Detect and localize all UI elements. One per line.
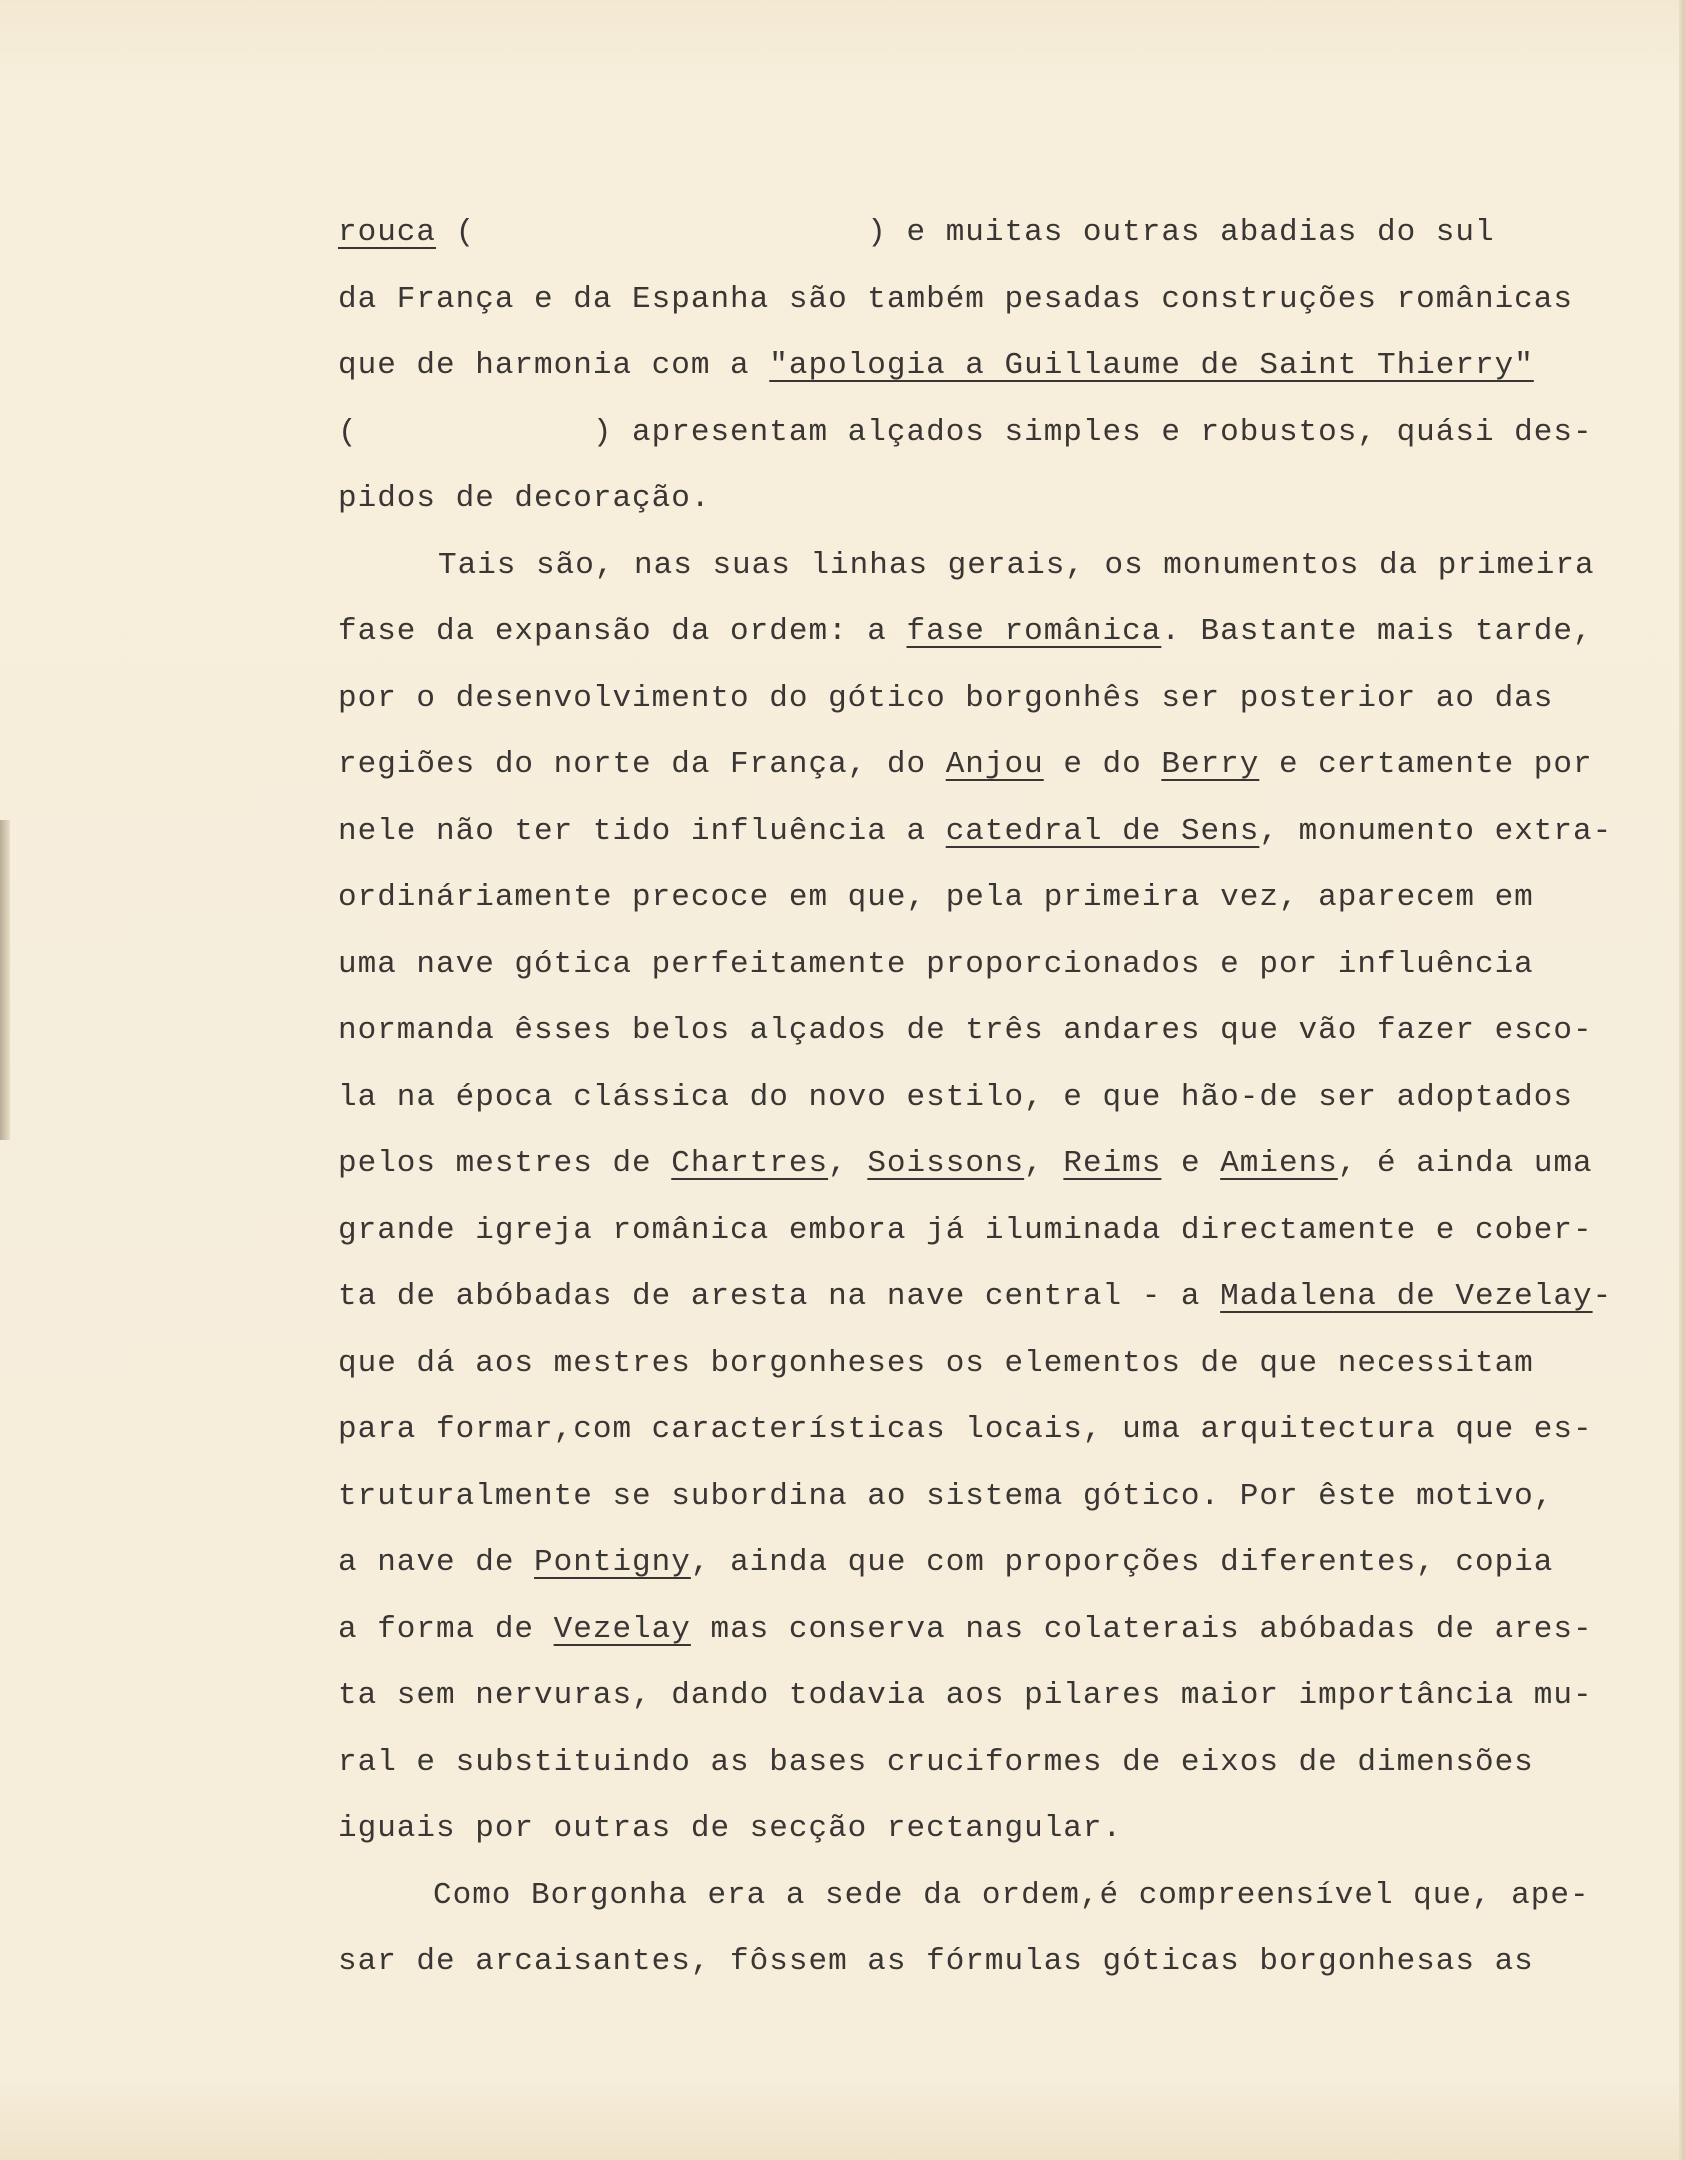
page-edge-shadow: [0, 820, 10, 1140]
text-line: ta de abóbadas de aresta na nave central - a Madalena de Vezelay-: [338, 1279, 1613, 1314]
underlined-place: Amiens: [1220, 1146, 1338, 1181]
text-line: iguais por outras de secção rectangular.: [338, 1811, 1123, 1846]
underlined-place: Madalena de Vezelay: [1220, 1279, 1593, 1314]
text-line: ordináriamente precoce em que, pela primeira vez, aparecem em: [338, 880, 1534, 915]
text-line: a nave de Pontigny, ainda que com proporções diferentes, copia: [338, 1545, 1554, 1580]
paragraph-start-line: Como Borgonha era a sede da ordem,é compreensível que, ape-: [433, 1877, 1590, 1913]
text-line: que de harmonia com a "apologia a Guillaume de Saint Thierry": [338, 348, 1534, 383]
text-line: uma nave gótica perfeitamente proporcionados e por influência: [338, 946, 1534, 982]
text-line: ( ) apresentam alçados simples e robustos, quási des-: [338, 414, 1593, 450]
text-line: ral e substituindo as bases cruciformes de eixos de dimensões: [338, 1744, 1534, 1780]
text-line: por o desenvolvimento do gótico borgonhês ser posterior ao das: [338, 680, 1554, 716]
text-line: da França e da Espanha são também pesadas construções românicas: [338, 281, 1573, 317]
text-line: nele não ter tido influência a catedral de Sens, monumento extra-: [338, 813, 1613, 849]
text-line: rouca ( ) e muitas outras abadias do sul: [338, 215, 1495, 250]
paragraph-start-line: Tais são, nas suas linhas gerais, os monumentos da primeira: [438, 547, 1595, 583]
text-line: pidos de decoração.: [338, 481, 711, 516]
text-line: a forma de Vezelay mas conserva nas colaterais abóbadas de ares-: [338, 1611, 1593, 1647]
text-line: la na época clássica do novo estilo, e que hão-de ser adoptados: [338, 1079, 1573, 1115]
underlined-title: "apologia a Guillaume de Saint Thierry": [769, 348, 1534, 383]
underlined-term: rouca: [338, 215, 437, 250]
underlined-term: fase românica: [906, 614, 1162, 649]
underlined-place: Anjou: [945, 747, 1044, 782]
text-line: pelos mestres de Chartres, Soissons, Reims e Amiens, é ainda uma: [338, 1146, 1593, 1181]
text-line: grande igreja românica embora já iluminada directamente e cober-: [338, 1212, 1593, 1248]
underlined-place: Soissons: [867, 1146, 1025, 1181]
underlined-place: Berry: [1161, 747, 1260, 782]
underlined-place: Pontigny: [534, 1545, 691, 1580]
underlined-place: catedral de Sens: [945, 813, 1260, 849]
underlined-place: Chartres: [671, 1146, 829, 1181]
text-line: fase da expansão da ordem: a fase românica. Bastante mais tarde,: [338, 614, 1593, 649]
text-line: ta sem nervuras, dando todavia aos pilares maior importância mu-: [338, 1678, 1593, 1713]
text-line: normanda êsses belos alçados de três andares que vão fazer esco-: [338, 1013, 1593, 1048]
page-edge-right: [1679, 0, 1685, 2160]
text-line: que dá aos mestres borgonheses os elementos de que necessitam: [338, 1345, 1534, 1381]
text-line: truturalmente se subordina ao sistema gótico. Por êste motivo,: [338, 1478, 1554, 1514]
typewritten-text-body: [338, 200, 1638, 1996]
text-line: regiões do norte da França, do Anjou e do Berry e certamente por: [338, 747, 1593, 782]
text-line: sar de arcaisantes, fôssem as fórmulas góticas borgonhesas as: [338, 1944, 1534, 1979]
underlined-place: Vezelay: [553, 1611, 691, 1647]
text-line: para formar,com características locais, uma arquitectura que es-: [338, 1412, 1593, 1447]
underlined-place: Reims: [1063, 1146, 1162, 1181]
